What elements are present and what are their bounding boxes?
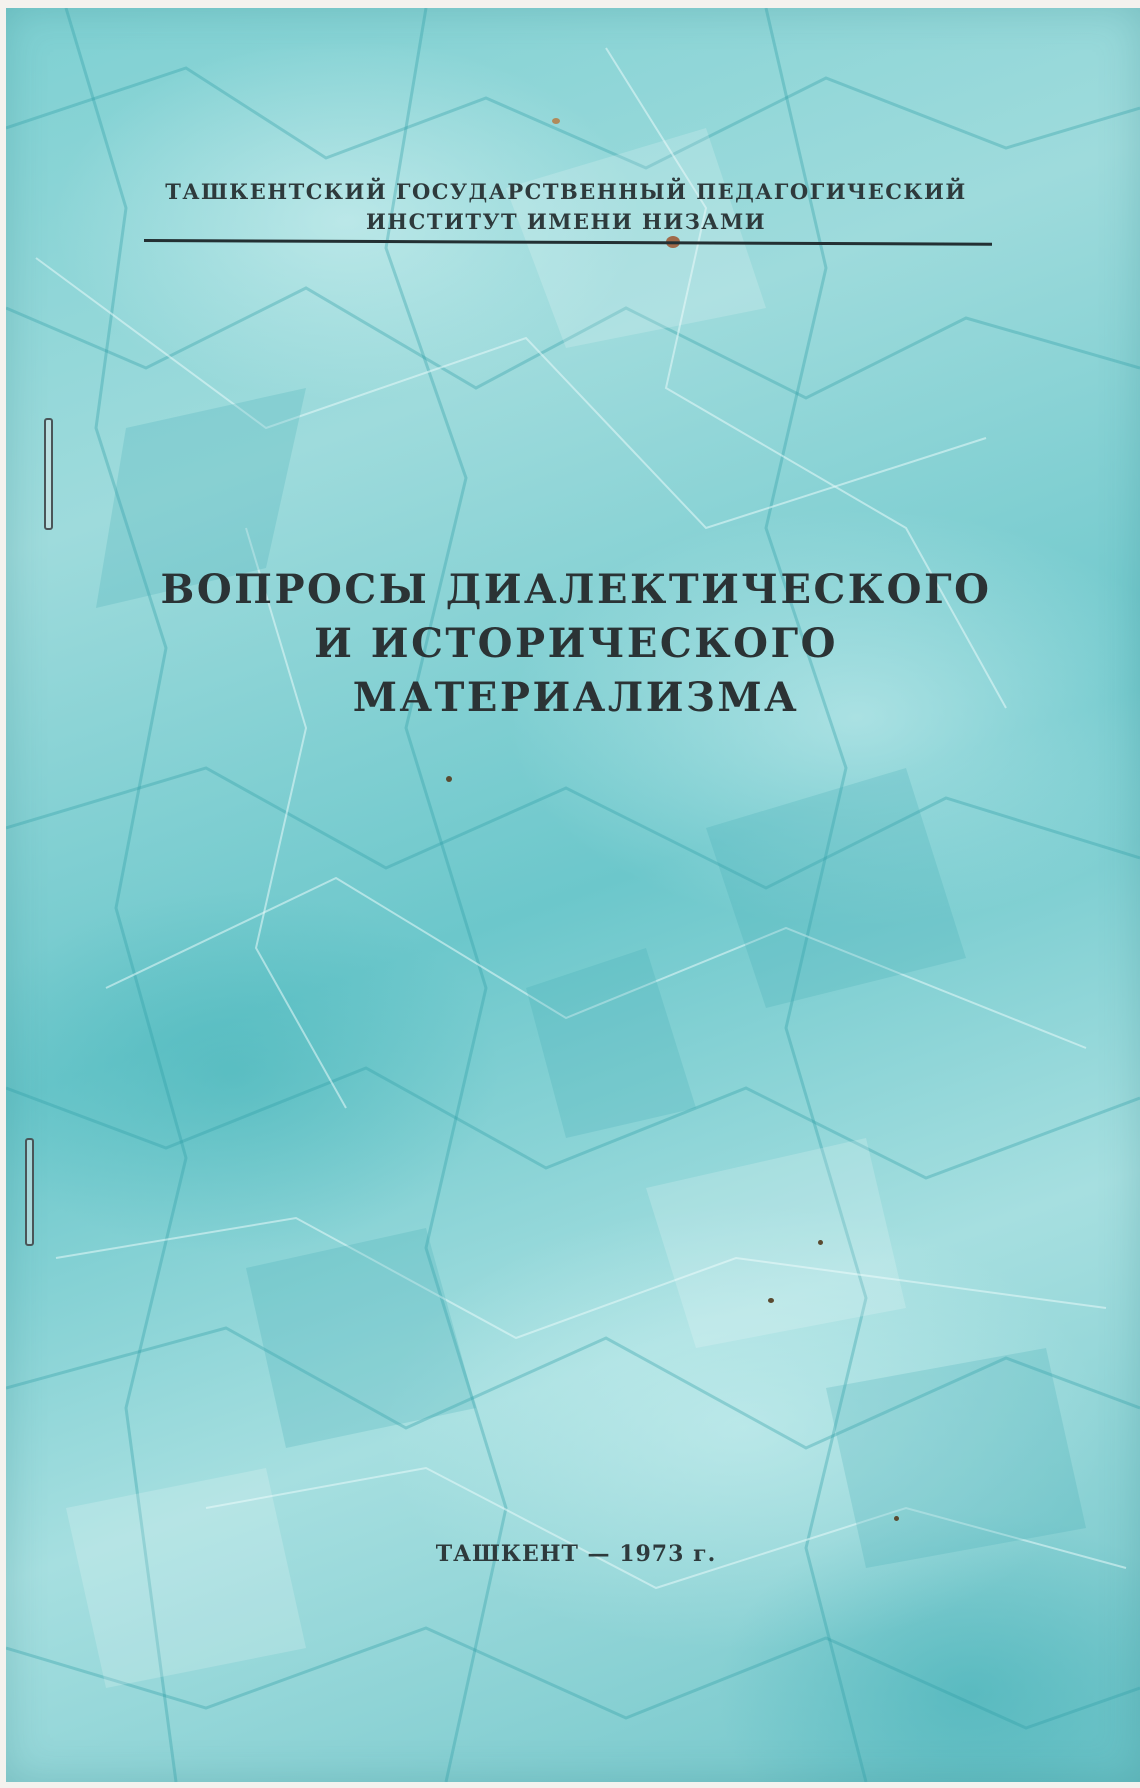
paper-speck [768,1298,774,1303]
paper-speck [894,1516,899,1521]
book-title-line-2: И ИСТОРИЧЕСКОГО [314,620,838,667]
paper-speck [446,776,452,782]
staple-top [44,418,53,530]
staple-bottom [25,1138,34,1246]
book-title-line-3: МАТЕРИАЛИЗМА [352,674,800,721]
book-title-line-1: ВОПРОСЫ ДИАЛЕКТИЧЕСКОГО [160,566,992,613]
book-cover [6,8,1140,1782]
paper-speck [552,118,560,124]
crumpled-paper-texture [6,8,1140,1782]
institute-name-line-2: ИНСТИТУТ ИМЕНИ НИЗАМИ [365,209,767,234]
imprint-city-year: ТАШКЕНТ — 1973 г. [435,1541,717,1567]
paper-speck [818,1240,823,1245]
institute-name-line-1: ТАШКЕНТСКИЙ ГОСУДАРСТВЕННЫЙ ПЕДАГОГИЧЕСКИЙ [165,179,967,204]
